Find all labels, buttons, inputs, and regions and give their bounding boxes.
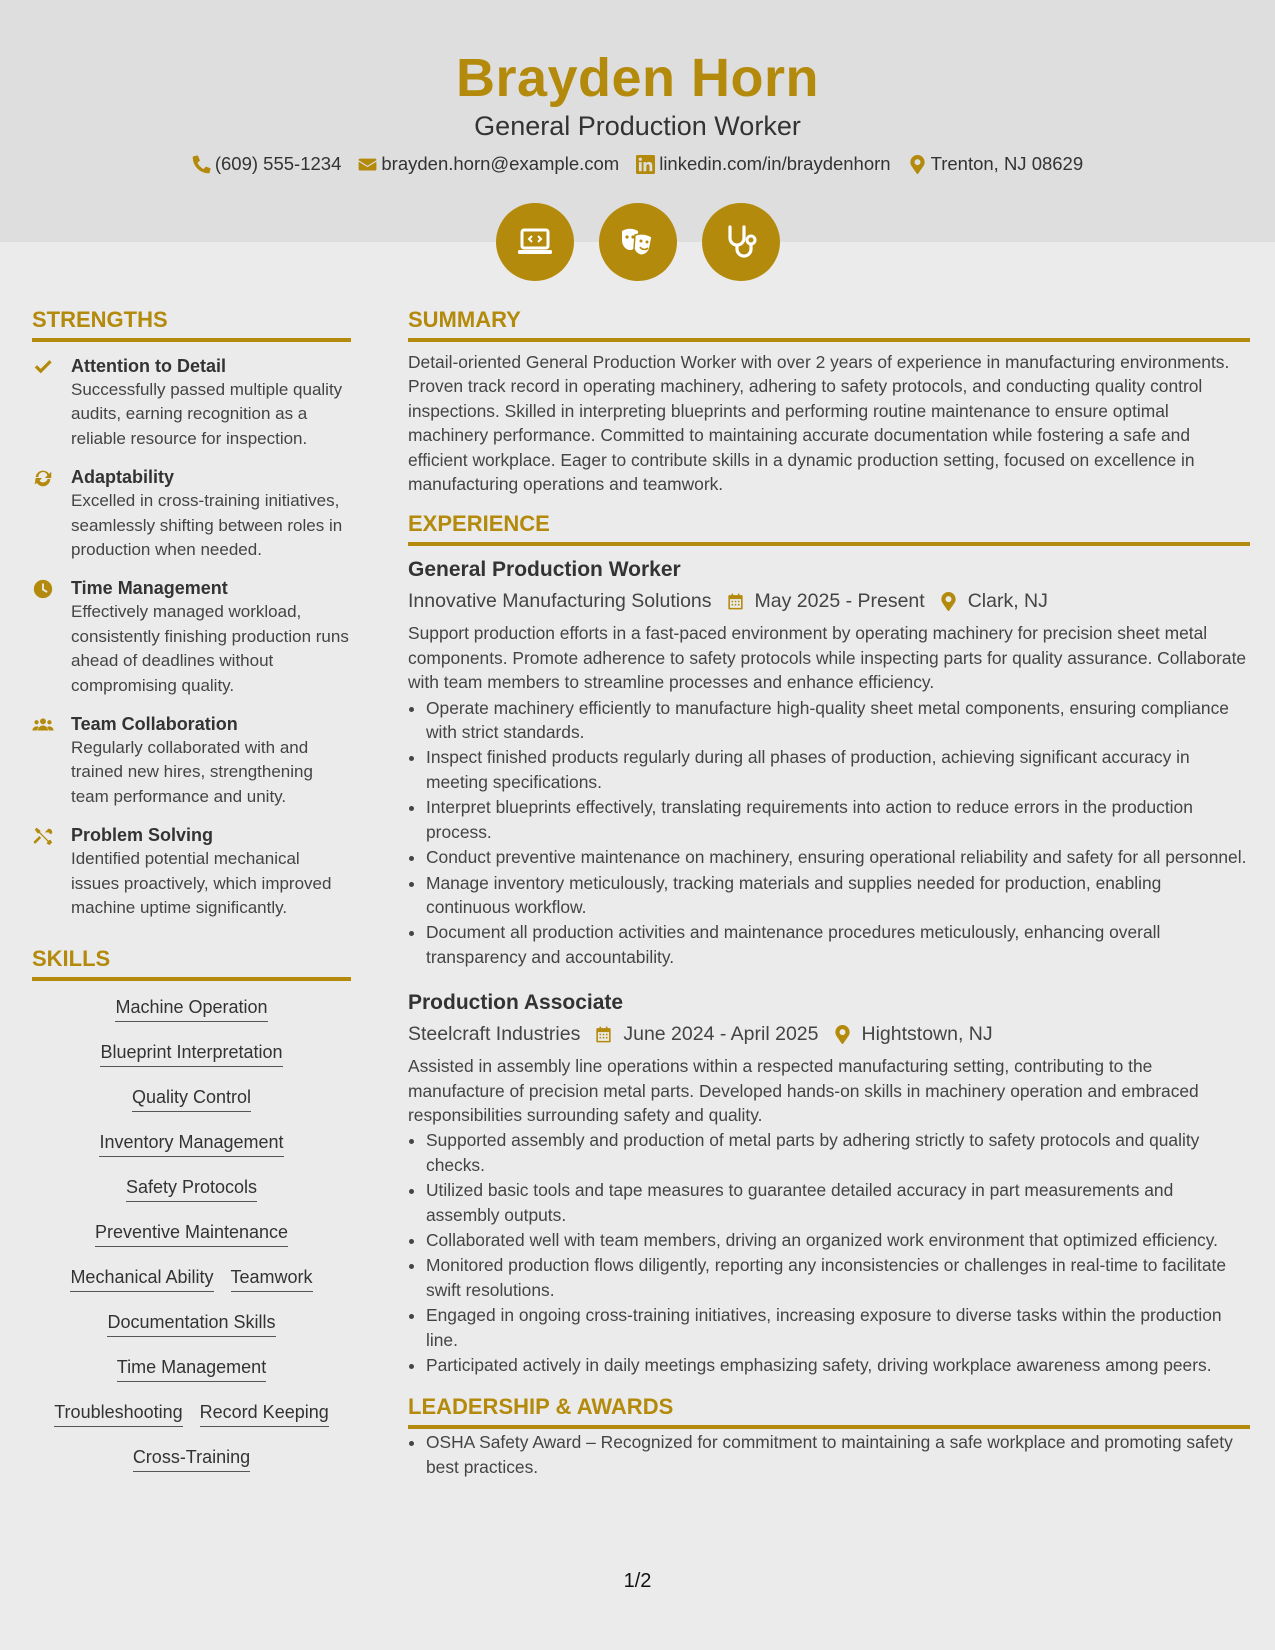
award-item: • OSHA Safety Award – Recognized for commitment to maintaining a safe workplace and promoting safety best practices.	[426, 1430, 1250, 1479]
left-column	[32, 306, 351, 1490]
skill-tag: Cross-Training	[133, 1445, 250, 1472]
phone-text: (609) 555-1234	[214, 153, 342, 174]
job-bullets	[408, 696, 1250, 969]
skill-tag: Mechanical Ability	[70, 1265, 213, 1292]
contact-bar	[0, 151, 1275, 177]
map-marker-icon	[833, 1025, 852, 1044]
calendar-icon	[726, 592, 745, 611]
strength-desc: Regularly collaborated with and trained new hires, strengthening team performance and unity.	[71, 738, 313, 806]
candidate-title: General Production Worker	[474, 111, 801, 141]
calendar-icon	[594, 1025, 613, 1044]
skill-tag: Documentation Skills	[107, 1310, 275, 1337]
job-company: Innovative Manufacturing Solutions	[408, 590, 712, 613]
email-text: brayden.horn@example.com	[381, 153, 620, 174]
candidate-name: Brayden Horn	[455, 48, 820, 108]
strength-desc: Successfully passed multiple quality audits, earning recognition as a reliable resource for inspection.	[71, 380, 343, 448]
bullet-item: • Collaborated well with team members, driving an organized work environment that optimized efficiency.	[426, 1228, 1250, 1252]
laptop-code-icon	[515, 222, 555, 262]
job-description: Assisted in assembly line operations within a respected manufacturing setting, contributing to the manufacture of precision metal parts. Developed hands-on skills in machinery operation and embraced responsibilities surrounding safety and quality.	[408, 1056, 1199, 1125]
bullet-item: • Document all production activities and maintenance procedures meticulously, enhancing overall transparency and accountability.	[426, 920, 1250, 969]
bullet-item: • Utilized basic tools and tape measures to guarantee detailed accuracy in part measurements and assembly outputs.	[426, 1178, 1250, 1227]
right-column	[408, 306, 1250, 1479]
skills-list	[32, 995, 351, 1490]
job-meta	[408, 586, 1250, 616]
job-description: Support production efforts in a fast-paced environment by operating machinery for precision sheet metal components. Promote adherence to safety protocols while inspecting parts for quality assurance. Collaborate with team members to streamline processes and enhance efficiency.	[408, 623, 1247, 693]
bullet-item: • Operate machinery efficiently to manufacture high-quality sheet metal components, ensuring compliance with strict standards.	[426, 696, 1250, 745]
job-role: General Production Worker	[408, 558, 681, 582]
skill-tag: Safety Protocols	[126, 1175, 257, 1202]
interest-circle	[599, 203, 677, 281]
strength-item	[32, 354, 351, 451]
job-dates: June 2024 - April 2025	[623, 1023, 819, 1046]
skills-heading: SKILLS	[32, 945, 351, 981]
bullet-item: • Inspect finished products regularly during all phases of production, achieving significant accuracy in meeting specifications.	[426, 745, 1250, 794]
contact-location	[908, 151, 1084, 177]
tools-icon	[32, 825, 54, 847]
job-meta	[408, 1019, 1250, 1049]
envelope-icon	[358, 155, 377, 174]
interest-circle	[496, 203, 574, 281]
theater-masks-icon	[618, 222, 658, 262]
strength-item	[32, 712, 351, 809]
job-role: Production Associate	[408, 991, 624, 1015]
summary-heading: SUMMARY	[408, 306, 1250, 342]
bullet-item: • Engaged in ongoing cross-training initiatives, increasing exposure to diverse tasks within the production line.	[426, 1303, 1250, 1352]
check-icon	[32, 356, 54, 378]
contact-email[interactable]	[358, 151, 619, 177]
location-text: Trenton, NJ 08629	[930, 153, 1084, 174]
map-marker-icon	[908, 155, 927, 174]
users-icon	[32, 714, 54, 736]
strength-title: Problem Solving	[71, 825, 214, 846]
bullet-item: • Supported assembly and production of metal parts by adhering strictly to safety protocols and quality checks.	[426, 1128, 1250, 1177]
job-company: Steelcraft Industries	[408, 1023, 581, 1046]
bullet-item: • Conduct preventive maintenance on machinery, ensuring operational reliability and safety for all personnel.	[426, 845, 1250, 869]
leadership-heading: LEADERSHIP & AWARDS	[408, 1393, 1250, 1429]
linkedin-text: linkedin.com/in/braydenhorn	[659, 153, 891, 174]
skill-tag: Teamwork	[231, 1265, 313, 1292]
job-dates: May 2025 - Present	[754, 590, 925, 613]
linkedin-icon	[636, 155, 655, 174]
strength-title: Time Management	[71, 578, 228, 599]
phone-icon	[192, 155, 211, 174]
strength-desc: Identified potential mechanical issues proactively, which improved machine uptime significantly.	[71, 849, 332, 918]
job-location: Clark, NJ	[967, 590, 1048, 613]
summary-text: Detail-oriented General Production Worker with over 2 years of experience in manufacturing environments. Proven track record in operating machinery, adhering to safety protocols, and conducting quality control inspections. Skilled in interpreting blueprints and performing routine maintenance to ensure optimal machinery performance. Committed to maintaining accurate documentation while fostering a safe and efficient workplace. Eager to contribute skills in a dynamic production setting, focused on excellence in manufacturing operations and teamwork.	[408, 352, 1230, 495]
job-entry	[408, 989, 1250, 1377]
job-bullets	[408, 1128, 1250, 1377]
interest-circle	[702, 203, 780, 281]
interest-icons	[0, 203, 1275, 281]
strength-title: Team Collaboration	[71, 714, 238, 735]
skill-tag: Record Keeping	[200, 1400, 329, 1427]
strength-desc: Effectively managed workload, consistently finishing production runs ahead of deadlines without compromising quality.	[71, 602, 349, 695]
job-location: Hightstown, NJ	[861, 1023, 993, 1046]
contact-linkedin[interactable]	[636, 151, 890, 177]
experience-heading: EXPERIENCE	[408, 510, 1250, 546]
bullet-item: • Interpret blueprints effectively, translating requirements into action to reduce errors in the production process.	[426, 795, 1250, 844]
bullet-item: • Manage inventory meticulously, tracking materials and supplies needed for production, enabling continuous workflow.	[426, 871, 1250, 920]
contact-phone[interactable]	[192, 151, 342, 177]
job-entry	[408, 556, 1250, 969]
strengths-heading: STRENGTHS	[32, 306, 351, 342]
strength-item	[32, 823, 351, 920]
page-number: 1/2	[623, 1570, 652, 1592]
skill-tag: Time Management	[117, 1355, 266, 1382]
strength-item	[32, 576, 351, 698]
skill-tag: Inventory Management	[99, 1130, 283, 1157]
skill-tag: Blueprint Interpretation	[100, 1040, 282, 1067]
skill-tag: Preventive Maintenance	[95, 1220, 288, 1247]
sync-icon	[32, 467, 54, 489]
strength-title: Adaptability	[71, 467, 175, 488]
stethoscope-icon	[721, 222, 761, 262]
map-marker-icon	[939, 592, 958, 611]
leadership-list	[408, 1430, 1250, 1479]
skill-tag: Quality Control	[132, 1085, 251, 1112]
clock-icon	[32, 578, 54, 600]
skill-tag: Troubleshooting	[54, 1400, 182, 1427]
strength-title: Attention to Detail	[71, 356, 226, 376]
strength-item	[32, 465, 351, 562]
skill-tag: Machine Operation	[115, 995, 267, 1022]
strength-desc: Excelled in cross-training initiatives, seamlessly shifting between roles in production when needed.	[71, 491, 343, 560]
bullet-item: • Participated actively in daily meetings emphasizing safety, driving workplace awareness among peers.	[426, 1353, 1250, 1377]
bullet-item: • Monitored production flows diligently, reporting any inconsistencies or challenges in real-time to facilitate swift resolutions.	[426, 1253, 1250, 1302]
